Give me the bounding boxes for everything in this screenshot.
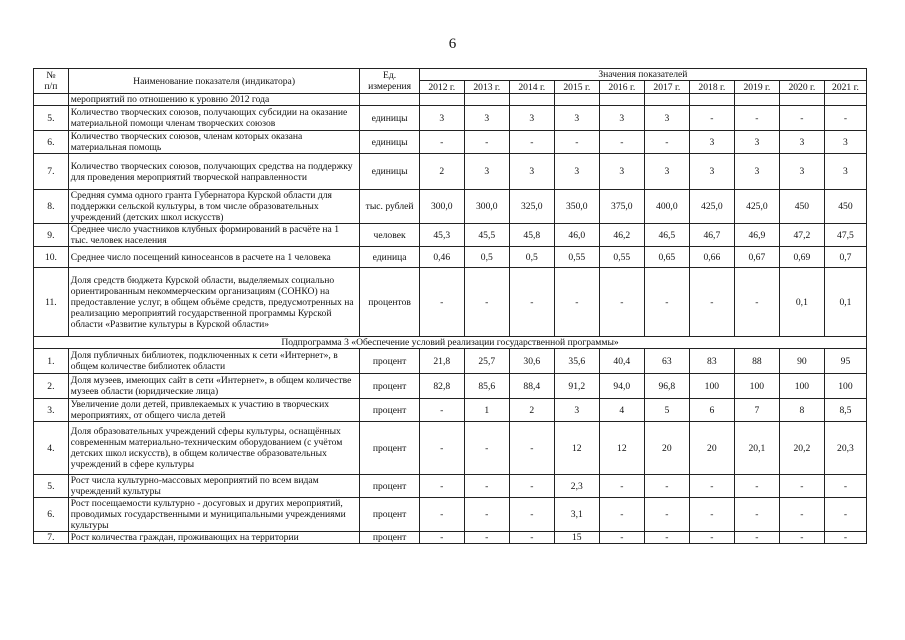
value-cell: - — [464, 475, 509, 498]
value-cell: 0,1 — [779, 268, 824, 337]
continuation-row — [34, 94, 867, 106]
value-cell: - — [509, 475, 554, 498]
value-cell: 40,4 — [599, 349, 644, 374]
value-cell: - — [464, 532, 509, 544]
unit-cell: процент — [360, 399, 419, 422]
unit-cell: процент — [360, 532, 419, 544]
section-row — [34, 337, 867, 349]
indicators-table — [33, 68, 867, 544]
unit-cell: процент — [360, 349, 419, 374]
value-cell: - — [689, 106, 734, 131]
value-cell: 3 — [779, 154, 824, 190]
value-cell: 45,5 — [464, 224, 509, 247]
row-number: 6. — [34, 131, 69, 154]
value-cell: - — [689, 475, 734, 498]
header-year: 2015 г. — [554, 81, 599, 94]
value-cell: - — [509, 498, 554, 532]
row-number: 8. — [34, 190, 69, 224]
value-cell: 400,0 — [644, 190, 689, 224]
value-cell: 3 — [734, 131, 779, 154]
value-cell: 63 — [644, 349, 689, 374]
value-cell: 20,2 — [779, 422, 824, 475]
table-row — [34, 131, 867, 154]
value-cell: - — [464, 131, 509, 154]
value-cell: 3 — [689, 154, 734, 190]
value-cell: 95 — [824, 349, 866, 374]
value-cell: - — [464, 422, 509, 475]
value-cell: 3 — [599, 106, 644, 131]
value-cell: - — [464, 498, 509, 532]
header-year: 2017 г. — [644, 81, 689, 94]
value-cell: - — [554, 131, 599, 154]
value-cell: - — [509, 131, 554, 154]
value-cell: 88,4 — [509, 374, 554, 399]
table-row — [34, 268, 867, 337]
value-cell: 1 — [464, 399, 509, 422]
header-num-label: № п/п — [44, 70, 58, 92]
value-cell: - — [419, 532, 464, 544]
value-cell: 46,0 — [554, 224, 599, 247]
value-cell: 350,0 — [554, 190, 599, 224]
indicator-name: Рост количества граждан, проживающих на территории — [68, 532, 360, 544]
indicator-name: Рост посещаемости культурно - досуговых и других мероприятий, проводимых государственными и муниципальными учреждениями культуры — [68, 498, 360, 532]
header-year: 2014 г. — [509, 81, 554, 94]
value-cell: 46,2 — [599, 224, 644, 247]
value-cell: 7 — [734, 399, 779, 422]
header-unit — [360, 69, 419, 94]
value-cell: - — [509, 422, 554, 475]
value-cell: - — [419, 498, 464, 532]
value-cell: - — [554, 268, 599, 337]
value-cell: - — [779, 532, 824, 544]
value-cell: 96,8 — [644, 374, 689, 399]
row-number: 10. — [34, 247, 69, 268]
table-row — [34, 190, 867, 224]
value-cell: - — [734, 475, 779, 498]
value-cell: - — [644, 498, 689, 532]
value-cell: - — [419, 268, 464, 337]
value-cell: - — [734, 498, 779, 532]
unit-cell: единицы — [360, 106, 419, 131]
unit-cell: человек — [360, 224, 419, 247]
unit-cell: единицы — [360, 154, 419, 190]
value-cell: - — [689, 268, 734, 337]
unit-cell: процентов — [360, 268, 419, 337]
value-cell: 3 — [554, 154, 599, 190]
value-cell: 3,1 — [554, 498, 599, 532]
value-cell: 46,9 — [734, 224, 779, 247]
row-number: 7. — [34, 154, 69, 190]
value-cell: - — [644, 268, 689, 337]
header-year: 2018 г. — [689, 81, 734, 94]
value-cell: 94,0 — [599, 374, 644, 399]
indicator-name: Количество творческих союзов, получающих средства на поддержку для проведения мероприятий творческой направленности — [68, 154, 360, 190]
value-cell: 8 — [779, 399, 824, 422]
value-cell: 100 — [734, 374, 779, 399]
table-row — [34, 475, 867, 498]
continuation-text: мероприятий по отношению к уровню 2012 года — [68, 94, 360, 106]
value-cell: 300,0 — [419, 190, 464, 224]
row-number: 1. — [34, 349, 69, 374]
page-number: 6 — [448, 36, 457, 52]
value-cell: 3 — [689, 131, 734, 154]
table-row — [34, 399, 867, 422]
value-cell: 3 — [644, 106, 689, 131]
value-cell: - — [824, 475, 866, 498]
value-cell: 3 — [554, 399, 599, 422]
value-cell: 20,1 — [734, 422, 779, 475]
value-cell: 100 — [824, 374, 866, 399]
value-cell: 3 — [779, 131, 824, 154]
table-row — [34, 349, 867, 374]
table-row — [34, 374, 867, 399]
value-cell: - — [644, 532, 689, 544]
row-number: 6. — [34, 498, 69, 532]
value-cell: 2,3 — [554, 475, 599, 498]
indicator-name: Доля музеев, имеющих сайт в сети «Интернет», в общем количестве музеев области (юридические лица) — [68, 374, 360, 399]
value-cell: 90 — [779, 349, 824, 374]
value-cell: 3 — [554, 106, 599, 131]
value-cell: 0,55 — [599, 247, 644, 268]
value-cell: 100 — [689, 374, 734, 399]
value-cell: 6 — [689, 399, 734, 422]
value-cell: - — [824, 106, 866, 131]
unit-cell: единица — [360, 247, 419, 268]
value-cell: 46,7 — [689, 224, 734, 247]
indicator-name: Увеличение доли детей, привлекаемых к участию в творческих мероприятиях, от общего числа детей — [68, 399, 360, 422]
value-cell: - — [689, 532, 734, 544]
value-cell: 3 — [509, 106, 554, 131]
table-row — [34, 106, 867, 131]
value-cell: 88 — [734, 349, 779, 374]
value-cell: 0,7 — [824, 247, 866, 268]
value-cell: - — [599, 532, 644, 544]
value-cell: - — [419, 399, 464, 422]
header-year: 2020 г. — [779, 81, 824, 94]
value-cell: - — [644, 131, 689, 154]
value-cell: 3 — [419, 106, 464, 131]
header-name: Наименование показателя (индикатора) — [68, 69, 360, 94]
indicator-name: Рост числа культурно-массовых мероприятий по всем видам учреждений культуры — [68, 475, 360, 498]
value-cell: 20 — [689, 422, 734, 475]
value-cell: 25,7 — [464, 349, 509, 374]
table-row — [34, 154, 867, 190]
header-year: 2012 г. — [419, 81, 464, 94]
value-cell: - — [599, 475, 644, 498]
value-cell: 3 — [644, 154, 689, 190]
table-row — [34, 498, 867, 532]
unit-cell: процент — [360, 498, 419, 532]
value-cell: - — [599, 268, 644, 337]
header-values: Значения показателей — [419, 69, 866, 81]
value-cell: - — [734, 268, 779, 337]
value-cell: - — [419, 422, 464, 475]
value-cell: 0,65 — [644, 247, 689, 268]
value-cell: - — [644, 475, 689, 498]
value-cell: 450 — [824, 190, 866, 224]
indicator-name: Среднее число посещений киносеансов в расчете на 1 человека — [68, 247, 360, 268]
value-cell: 0,66 — [689, 247, 734, 268]
header-num — [34, 69, 69, 94]
value-cell: 425,0 — [689, 190, 734, 224]
unit-cell: тыс. рублей — [360, 190, 419, 224]
value-cell: 3 — [509, 154, 554, 190]
row-number: 2. — [34, 374, 69, 399]
indicator-name: Среднее число участников клубных формирований в расчёте на 1 тыс. человек населения — [68, 224, 360, 247]
table-row — [34, 422, 867, 475]
header-year: 2013 г. — [464, 81, 509, 94]
value-cell: 45,8 — [509, 224, 554, 247]
value-cell: 35,6 — [554, 349, 599, 374]
value-cell: - — [779, 498, 824, 532]
header-year: 2021 г. — [824, 81, 866, 94]
indicator-name: Доля публичных библиотек, подключенных к сети «Интернет», в общем количестве библиотек области — [68, 349, 360, 374]
value-cell: 300,0 — [464, 190, 509, 224]
row-number: 11. — [34, 268, 69, 337]
value-cell: - — [689, 498, 734, 532]
value-cell: 12 — [554, 422, 599, 475]
row-number: 7. — [34, 532, 69, 544]
value-cell: 375,0 — [599, 190, 644, 224]
value-cell: 0,5 — [464, 247, 509, 268]
table-row — [34, 532, 867, 544]
value-cell: 3 — [824, 154, 866, 190]
table-row — [34, 224, 867, 247]
value-cell: 46,5 — [644, 224, 689, 247]
value-cell: 45,3 — [419, 224, 464, 247]
indicator-name: Доля образовательных учреждений сферы культуры, оснащённых современным материально-техническим оборудованием (с учётом детских школ искусств), в общем количестве образовательных учреждений в сфере культуры — [68, 422, 360, 475]
value-cell: 20,3 — [824, 422, 866, 475]
value-cell: 20 — [644, 422, 689, 475]
value-cell: - — [509, 268, 554, 337]
indicator-name: Средняя сумма одного гранта Губернатора Курской области для поддержки сельской культуры, в том числе образовательных учреждений (детских школ искусств) — [68, 190, 360, 224]
unit-cell: единицы — [360, 131, 419, 154]
header-year: 2016 г. — [599, 81, 644, 94]
row-number: 5. — [34, 475, 69, 498]
value-cell: 15 — [554, 532, 599, 544]
unit-cell: процент — [360, 422, 419, 475]
row-number: 5. — [34, 106, 69, 131]
section-title: Подпрограмма 3 «Обеспечение условий реализации государственной программы» — [34, 337, 867, 349]
value-cell: - — [824, 498, 866, 532]
value-cell: 30,6 — [509, 349, 554, 374]
value-cell: - — [779, 106, 824, 131]
continuation-unit-cell — [360, 94, 419, 106]
value-cell: 5 — [644, 399, 689, 422]
continuation-num-cell — [34, 94, 69, 106]
value-cell: 0,1 — [824, 268, 866, 337]
value-cell: 100 — [779, 374, 824, 399]
value-cell: - — [734, 532, 779, 544]
value-cell: - — [599, 498, 644, 532]
unit-cell: процент — [360, 475, 419, 498]
indicator-name: Количество творческих союзов, членам которых оказана материальная помощь — [68, 131, 360, 154]
value-cell: 3 — [824, 131, 866, 154]
unit-cell: процент — [360, 374, 419, 399]
value-cell: 450 — [779, 190, 824, 224]
table-row — [34, 247, 867, 268]
value-cell: 83 — [689, 349, 734, 374]
row-number: 3. — [34, 399, 69, 422]
value-cell: 0,5 — [509, 247, 554, 268]
value-cell: - — [419, 475, 464, 498]
value-cell: 21,8 — [419, 349, 464, 374]
value-cell: 0,69 — [779, 247, 824, 268]
value-cell: 4 — [599, 399, 644, 422]
value-cell: 3 — [734, 154, 779, 190]
row-number: 9. — [34, 224, 69, 247]
value-cell: - — [734, 106, 779, 131]
value-cell: - — [509, 532, 554, 544]
value-cell: 47,2 — [779, 224, 824, 247]
value-cell: 3 — [464, 154, 509, 190]
value-cell: 85,6 — [464, 374, 509, 399]
value-cell: 91,2 — [554, 374, 599, 399]
value-cell: 2 — [509, 399, 554, 422]
value-cell: 82,8 — [419, 374, 464, 399]
value-cell: 425,0 — [734, 190, 779, 224]
value-cell: 0,46 — [419, 247, 464, 268]
value-cell: 3 — [464, 106, 509, 131]
row-number: 4. — [34, 422, 69, 475]
value-cell: 12 — [599, 422, 644, 475]
header-year: 2019 г. — [734, 81, 779, 94]
value-cell: - — [464, 268, 509, 337]
value-cell: 325,0 — [509, 190, 554, 224]
value-cell: 3 — [599, 154, 644, 190]
value-cell: 2 — [419, 154, 464, 190]
value-cell: 0,67 — [734, 247, 779, 268]
value-cell: - — [779, 475, 824, 498]
value-cell: 8,5 — [824, 399, 866, 422]
indicator-name: Количество творческих союзов, получающих субсидии на оказание материальной помощи членам творческих союзов — [68, 106, 360, 131]
header-unit-label: Ед. измерения — [368, 70, 411, 92]
value-cell: - — [419, 131, 464, 154]
value-cell: 47,5 — [824, 224, 866, 247]
indicator-name: Доля средств бюджета Курской области, выделяемых социально ориентированным некоммерческим организациям (СОНКО) на предоставление услуг, в общем объёме средств, предусмотренных на реализацию мероприятий государственной программы Курской области «Развитие культуры в Курской области» — [68, 268, 360, 337]
value-cell: - — [599, 131, 644, 154]
value-cell: 0,55 — [554, 247, 599, 268]
value-cell: - — [824, 532, 866, 544]
